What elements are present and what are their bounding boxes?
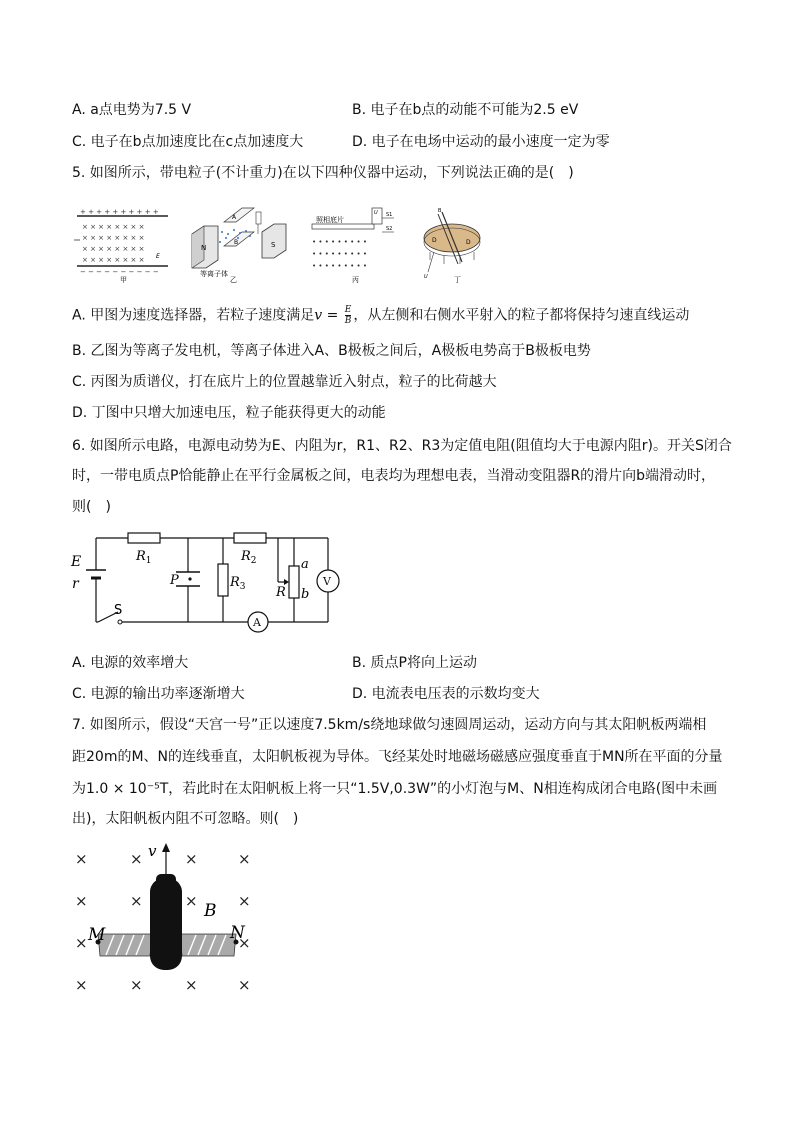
q6-stem-line3: 则( ) (72, 499, 111, 515)
svg-text:v: v (148, 842, 157, 860)
svg-text:甲: 甲 (120, 276, 127, 284)
svg-text:×: × (185, 976, 198, 994)
svg-text:R2: $R_2$ (241, 549, 257, 566)
svg-text:×: × (75, 934, 88, 952)
svg-text:×: × (238, 976, 251, 994)
q5-option-c: C. 丙图为质谱仪，打在底片上的位置越靠近入射点，粒子的比荷越大 (72, 374, 497, 390)
svg-text:B: B (204, 901, 217, 921)
q5-option-b: B. 乙图为等离子发电机，等离子体进入A、B极板之间后，A极板电势高于B极板电势 (72, 343, 591, 359)
svg-text:B: B (234, 239, 239, 246)
svg-text:D: D (466, 239, 471, 246)
svg-text:×: × (75, 976, 88, 994)
svg-text:U: U (424, 274, 428, 280)
q5-figures (72, 202, 492, 284)
fig-yi-mhd-generator (192, 208, 286, 284)
svg-text:A: A (232, 214, 237, 221)
svg-text:等离子体: 等离子体 (200, 270, 228, 278)
q7-stem-line4: 出)，太阳帆板内阻不可忽略。则( ) (72, 811, 299, 827)
svg-text:×: × (130, 850, 143, 868)
fig-bing-mass-spectrometer (312, 208, 394, 284)
svg-text:S: S (114, 603, 123, 618)
svg-text:R3: $R_3$ (230, 575, 246, 592)
svg-text:×: × (75, 850, 88, 868)
q4-option-c: C. 电子在b点加速度比在c点加速度大 (72, 134, 304, 150)
svg-text:×: × (238, 892, 251, 910)
svg-text:× × × × × × × ×: × × × × × × × × (82, 223, 145, 231)
svg-text:R1: $R_1$ (136, 549, 152, 566)
svg-text:• • • • • • • • •: • • • • • • • • • (312, 238, 367, 246)
q6-option-c: C. 电源的输出功率逐渐增大 (72, 686, 245, 702)
svg-text:R: R (276, 585, 286, 600)
svg-text:S2: S2 (386, 226, 393, 232)
q5-option-d: D. 丁图中只增大加速电压，粒子能获得更大的动能 (72, 405, 386, 421)
svg-text:× × × × × × × ×: × × × × × × × × (82, 256, 145, 264)
svg-text:A: A (253, 616, 261, 629)
svg-text:S: S (271, 241, 276, 249)
svg-text:U: U (374, 210, 378, 216)
q7-stem-line3: 为1.0 × 10⁻⁵T，若此时在太阳帆板上将一只“1.5V,0.3W”的小灯泡与M、N相连构成闭合电路(图中未画 (72, 781, 718, 797)
svg-text:M: M (88, 925, 106, 945)
svg-text:×: × (238, 850, 251, 868)
q7-stem-line2: 距20m的M、N的连线垂直，太阳帆板视为导体。飞经某处时地磁场磁感应强度垂直于MN所在平面的分量 (72, 749, 723, 765)
svg-text:E: E (156, 253, 160, 260)
svg-text:N: N (230, 923, 245, 943)
fig-ding-cyclotron (424, 208, 480, 284)
q4-option-d: D. 电子在电场中运动的最小速度一定为零 (352, 134, 610, 150)
svg-text:D: D (432, 237, 437, 244)
q6-option-d: D. 电流表电压表的示数均变大 (352, 686, 540, 702)
svg-text:×: × (185, 850, 198, 868)
svg-text:丁: 丁 (454, 276, 461, 284)
q4-option-a: A. a点电势为7.5 V (72, 102, 192, 118)
svg-text:b: b (301, 587, 310, 602)
svg-text:a: a (301, 557, 309, 572)
svg-text:×: × (75, 892, 88, 910)
q5-stem: 5. 如图所示，带电粒子(不计重力)在以下四种仪器中运动，下列说法正确的是( ) (72, 165, 574, 181)
q4-option-b: B. 电子在b点的动能不可能为2.5 eV (352, 102, 579, 118)
svg-text:• • • • • • • • •: • • • • • • • • • (312, 262, 367, 270)
q6-option-b: B. 质点P将向上运动 (352, 655, 477, 671)
svg-text:• • • • • • • • •: • • • • • • • • • (312, 250, 367, 258)
fig-jia-velocity-selector (74, 208, 168, 284)
svg-text:× × × × × × × ×: × × × × × × × × (82, 245, 145, 253)
svg-text:P: P (170, 573, 179, 588)
q7-stem-line1: 7. 如图所示，假设“天宫一号”正以速度7.5km/s绕地球做匀速圆周运动，运动方向与其太阳帆板两端相 (72, 717, 707, 733)
svg-text:×: × (130, 892, 143, 910)
svg-text:× × × × × × × ×: × × × × × × × × (82, 234, 145, 242)
svg-text:S1: S1 (386, 212, 393, 218)
svg-text:V: V (323, 575, 331, 588)
svg-text:×: × (238, 934, 251, 952)
svg-text:丙: 丙 (352, 276, 359, 284)
svg-text:N: N (201, 244, 207, 252)
svg-text:照相底片: 照相底片 (316, 216, 344, 224)
svg-text:×: × (185, 892, 198, 910)
svg-text:乙: 乙 (230, 276, 237, 284)
svg-text:B: B (438, 208, 442, 214)
q6-stem-line2: 时，一带电质点P恰能静止在平行金属板之间，电表均为理想电表，当滑动变阻器R的滑片向b端滑动时， (72, 468, 716, 484)
q6-stem-line1: 6. 如图所示电路，电源电动势为E、内阻为r，R1、R2、R3为定值电阻(阻值均大于电源内阻r)。开关S闭合 (72, 438, 732, 454)
svg-text:− − − − − − − − − −: − − − − − − − − − − (80, 268, 159, 276)
q6-option-a: A. 电源的效率增大 (72, 655, 189, 671)
svg-text:r: r (72, 576, 79, 592)
svg-text:×: × (130, 976, 143, 994)
svg-text:+ + + + + + + + + +: + + + + + + + + + + (80, 208, 159, 216)
svg-text:E: E (71, 554, 82, 570)
q7-satellite-figure (70, 840, 270, 1000)
q6-circuit-diagram (68, 526, 348, 638)
q5-option-a: A. 甲图为速度选择器，若粒子速度满足v = $\frac{E}{B}$ ，从左侧和右侧水平射入的粒子都将保持匀速直线运动 (72, 305, 690, 326)
